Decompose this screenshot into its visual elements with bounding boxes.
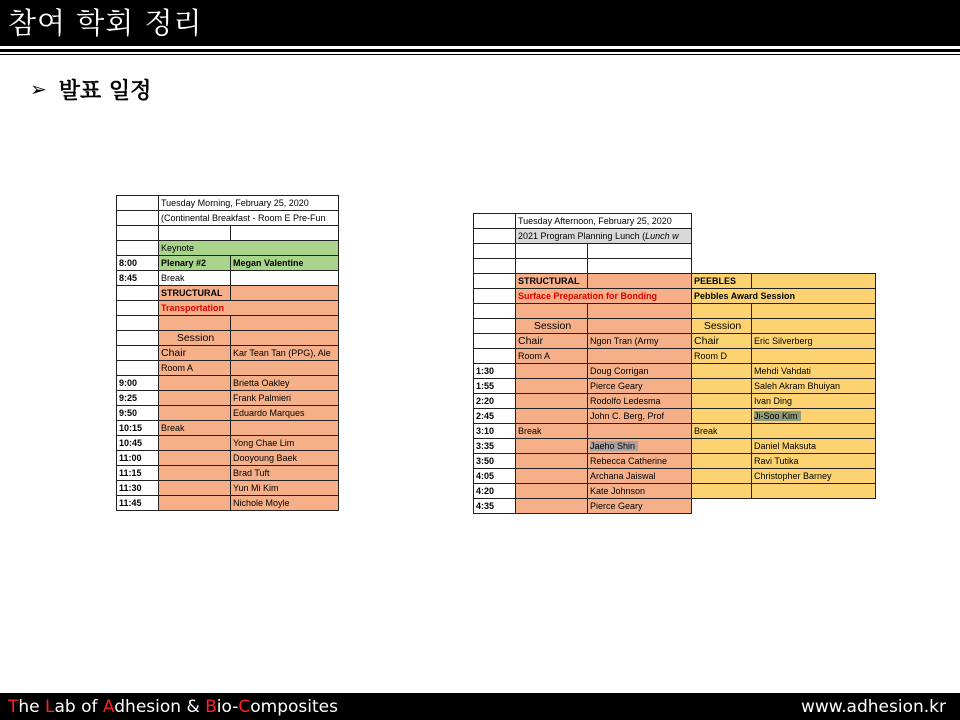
time-cell: 3:10	[474, 424, 516, 439]
table-row	[474, 469, 876, 484]
table-row	[474, 289, 876, 304]
session-label: Session	[692, 319, 752, 334]
surface-prep-label: Surface Preparation for Bonding	[516, 289, 692, 304]
table-row	[474, 214, 876, 229]
time-cell: 3:35	[474, 439, 516, 454]
time-cell: 9:50	[117, 406, 159, 421]
plenary-label: Plenary #2	[159, 256, 231, 271]
session-label: Session	[516, 319, 588, 334]
break-label: Break	[692, 424, 752, 439]
speaker-cell: Dooyoung Baek	[231, 451, 339, 466]
time-cell: 4:20	[474, 484, 516, 499]
table-row	[117, 421, 339, 436]
time-cell: 9:00	[117, 376, 159, 391]
chair-name: Ngon Tran (Army	[588, 334, 692, 349]
speaker-cell: Brad Tuft	[231, 466, 339, 481]
time-cell: 1:30	[474, 364, 516, 379]
breakfast-note: (Continental Breakfast - Room E Pre-Fun	[159, 211, 339, 226]
section-title: 발표 일정	[58, 78, 152, 104]
room-label: Room A	[516, 349, 588, 364]
transportation-label: Transportation	[159, 301, 339, 316]
time-cell: 2:20	[474, 394, 516, 409]
morning-schedule-table	[116, 195, 339, 511]
structural-label: STRUCTURAL	[159, 286, 231, 301]
table-row	[117, 211, 339, 226]
table-row	[474, 319, 876, 334]
speaker-cell: Eduardo Marques	[231, 406, 339, 421]
title-bar	[0, 0, 960, 46]
speaker-cell: Archana Jaiswal	[588, 469, 692, 484]
table-row	[117, 196, 339, 211]
keynote-label: Keynote	[159, 241, 339, 256]
header-divider-thin	[0, 54, 960, 55]
speaker-cell: Nichole Moyle	[231, 496, 339, 511]
time-cell: 3:50	[474, 454, 516, 469]
table-row	[117, 436, 339, 451]
table-row	[117, 361, 339, 376]
time-cell: 9:25	[117, 391, 159, 406]
time-cell: 2:45	[474, 409, 516, 424]
table-row	[474, 454, 876, 469]
chair-label: Chair	[159, 346, 231, 361]
table-row	[117, 376, 339, 391]
speaker-cell-highlighted: Ji-Soo Kim	[752, 409, 876, 424]
table-row	[117, 331, 339, 346]
afternoon-title: Tuesday Afternoon, February 25, 2020	[516, 214, 692, 229]
speaker-cell: Yun Mi Kim	[231, 481, 339, 496]
speaker-cell: Kate Johnson	[588, 484, 692, 499]
afternoon-schedule-table	[473, 213, 876, 514]
chair-name: Eric Silverberg	[752, 334, 876, 349]
break-label: Break	[159, 271, 231, 286]
table-row	[474, 424, 876, 439]
speaker-cell: Saleh Akram Bhuiyan	[752, 379, 876, 394]
lunch-note: 2021 Program Planning Lunch (Lunch w	[516, 229, 692, 244]
table-row	[117, 256, 339, 271]
table-row	[117, 481, 339, 496]
speaker-cell: Rebecca Catherine	[588, 454, 692, 469]
room-label: Room D	[692, 349, 752, 364]
speaker-cell: Christopher Barney	[752, 469, 876, 484]
time-cell: 10:45	[117, 436, 159, 451]
website-link[interactable]: www.adhesion.kr	[801, 697, 946, 717]
structural-label: STRUCTURAL	[516, 274, 588, 289]
table-row	[474, 379, 876, 394]
speaker-cell: Yong Chae Lim	[231, 436, 339, 451]
table-row	[117, 346, 339, 361]
header-divider	[0, 49, 960, 52]
table-row	[117, 271, 339, 286]
table-row	[117, 316, 339, 331]
speaker-cell: Rodolfo Ledesma	[588, 394, 692, 409]
time-cell: 8:00	[117, 256, 159, 271]
table-row	[474, 394, 876, 409]
speaker-cell: Pierce Geary	[588, 379, 692, 394]
speaker-cell: Frank Palmieri	[231, 391, 339, 406]
table-row	[474, 409, 876, 424]
table-row	[117, 466, 339, 481]
table-row	[117, 241, 339, 256]
speaker-cell: Pierce Geary	[588, 499, 692, 514]
plenary-speaker: Megan Valentine	[231, 256, 339, 271]
table-row	[117, 406, 339, 421]
speaker-cell: Doug Corrigan	[588, 364, 692, 379]
table-row	[117, 496, 339, 511]
table-row	[117, 226, 339, 241]
speaker-cell: Mehdi Vahdati	[752, 364, 876, 379]
table-row	[474, 274, 876, 289]
speaker-cell: Daniel Maksuta	[752, 439, 876, 454]
table-row	[474, 304, 876, 319]
table-row	[117, 451, 339, 466]
time-cell: 8:45	[117, 271, 159, 286]
table-row	[474, 259, 876, 274]
speaker-cell: Brietta Oakley	[231, 376, 339, 391]
table-row	[474, 349, 876, 364]
table-row	[474, 499, 876, 514]
table-row	[117, 286, 339, 301]
table-row	[474, 244, 876, 259]
break-label: Break	[159, 421, 231, 436]
time-cell: 11:45	[117, 496, 159, 511]
time-cell: 11:00	[117, 451, 159, 466]
time-cell: 4:05	[474, 469, 516, 484]
time-cell: 11:30	[117, 481, 159, 496]
session-label: Session	[159, 331, 231, 346]
break-label: Break	[516, 424, 588, 439]
speaker-cell: Ivan Ding	[752, 394, 876, 409]
pebbles-award-label: Pebbles Award Session	[692, 289, 876, 304]
time-cell: 1:55	[474, 379, 516, 394]
lab-name: The Lab of Adhesion & Bio-Composites	[8, 697, 338, 717]
time-cell: 11:15	[117, 466, 159, 481]
table-row	[117, 301, 339, 316]
time-cell: 10:15	[117, 421, 159, 436]
table-row	[474, 439, 876, 454]
table-row	[474, 484, 876, 499]
room-label: Room A	[159, 361, 231, 376]
table-row	[117, 391, 339, 406]
speaker-cell: Ravi Tutika	[752, 454, 876, 469]
section-heading	[30, 74, 151, 104]
chair-label: Chair	[516, 334, 588, 349]
table-row	[474, 229, 876, 244]
time-cell: 4:35	[474, 499, 516, 514]
page-title: 참여 학회 정리	[8, 6, 203, 40]
arrow-bullet-icon: ➢	[30, 77, 47, 101]
table-row	[474, 334, 876, 349]
speaker-cell-highlighted: Jaeho Shin	[588, 439, 692, 454]
morning-title: Tuesday Morning, February 25, 2020	[159, 196, 339, 211]
chair-name: Kar Tean Tan (PPG), Ale	[231, 346, 339, 361]
chair-label: Chair	[692, 334, 752, 349]
speaker-cell: John C. Berg, Prof	[588, 409, 692, 424]
table-row	[474, 364, 876, 379]
peebles-label: PEEBLES	[692, 274, 752, 289]
